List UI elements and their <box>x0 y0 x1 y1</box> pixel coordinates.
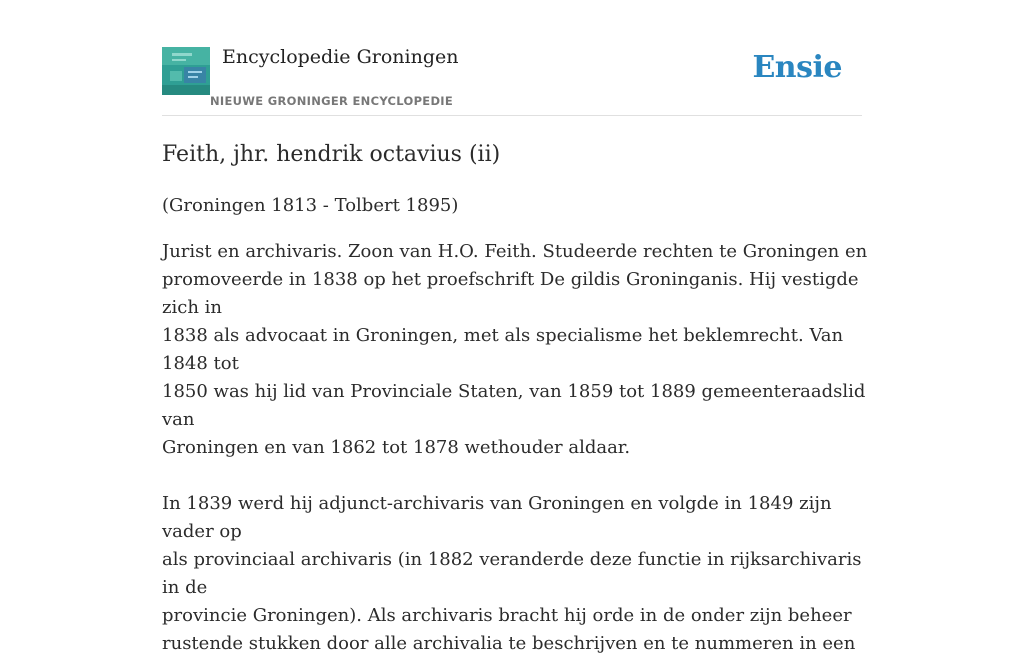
article-paragraph: Jurist en archivaris. Zoon van H.O. Feith. Studeerde rechten te Groningen en promoveerde in 1838 op het proefschrift De gildis Groninganis. Hij vestigde zich in 1838 als advocaat in Groningen, met als specialisme het beklemrecht. Van 1848 tot 1850 was hij lid van Provinciale Staten, van 1859 tot 1889 gemeenteraadslid van Groningen en van 1862 tot 1878 wethouder aldaar. <box>162 241 868 458</box>
header <box>162 0 862 116</box>
encyclopedia-cover-icon <box>162 47 210 95</box>
source-subtitle: NIEUWE GRONINGER ENCYCLOPEDIE <box>210 94 454 108</box>
source-title[interactable]: Encyclopedie Groningen <box>222 46 459 68</box>
ensie-logo-link[interactable]: Ensie <box>752 50 842 85</box>
article-title: Feith, jhr. hendrik octavius (ii) <box>162 142 501 167</box>
article <box>162 140 872 658</box>
article-paragraph: In 1839 werd hij adjunct-archivaris van Groningen en volgde in 1849 zijn vader op als provinciaal archivaris (in 1882 veranderde deze functie in rijksarchivaris in de provincie Groningen). Als archivaris bracht hij orde in de onder zijn beheer rustende stukken door alle archivalia te beschrijven en te nummeren in een <box>162 493 862 654</box>
source-logo[interactable] <box>162 47 210 95</box>
article-lifespan: (Groningen 1813 - Tolbert 1895) <box>162 195 459 216</box>
